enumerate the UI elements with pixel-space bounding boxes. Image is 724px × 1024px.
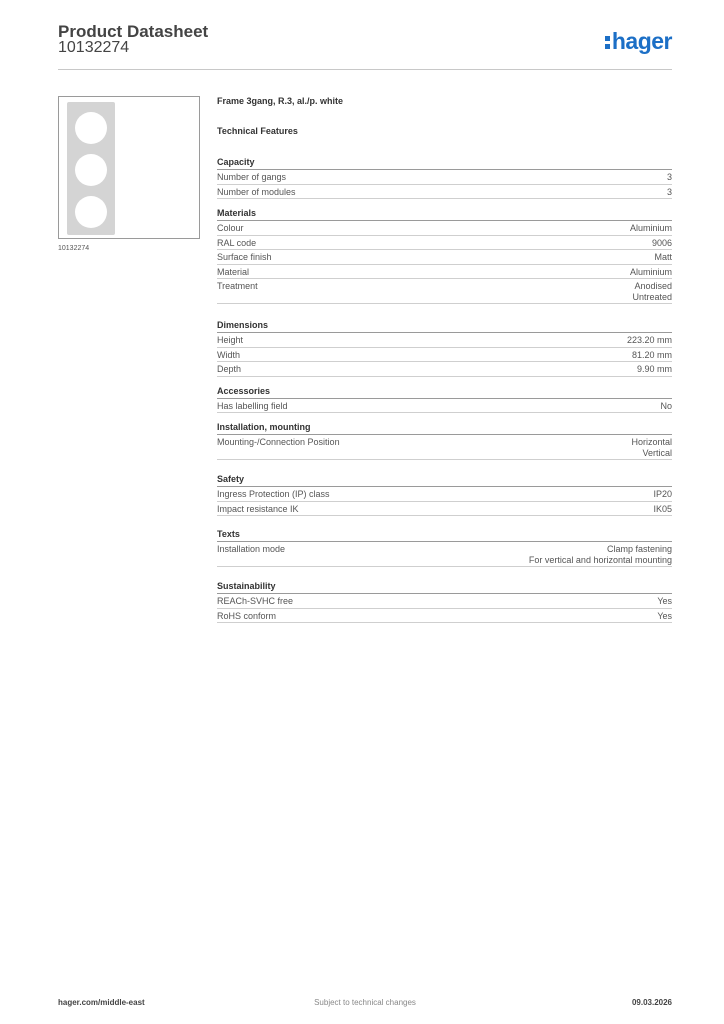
spec-value-line: Clamp fastening [606, 544, 672, 554]
spec-label: Has labelling field [217, 400, 288, 411]
spec-row [217, 594, 672, 609]
spec-label: REACh-SVHC free [217, 596, 294, 606]
spec-value-line: 223.20 mm [626, 335, 672, 345]
product-name: Frame 3gang, R.3, al./p. white [217, 96, 344, 106]
spec-value-line: Yes [657, 596, 672, 606]
spec-row [217, 348, 672, 363]
section-title: Dimensions [217, 319, 672, 333]
spec-value [631, 437, 672, 458]
section-title: Texts [217, 528, 672, 542]
spec-value [657, 596, 672, 607]
page-footer [58, 998, 672, 1010]
spec-label: Mounting-/Connection Position [217, 437, 340, 447]
product-image [58, 96, 200, 239]
spec-section [217, 207, 672, 304]
spec-value [652, 238, 672, 249]
spec-label: Width [217, 349, 241, 360]
spec-value [529, 544, 672, 565]
spec-value [667, 187, 672, 198]
document-title: Product Datasheet [58, 22, 209, 41]
spec-value-line: For vertical and horizontal mounting [528, 554, 672, 565]
spec-value [667, 172, 672, 183]
spec-row [217, 170, 672, 185]
spec-value [627, 335, 672, 346]
spec-row [217, 487, 672, 502]
spec-section [217, 473, 672, 516]
spec-row [217, 333, 672, 348]
spec-value-line: Untreated [632, 291, 672, 302]
spec-label: Material [217, 266, 250, 277]
technical-content [217, 96, 672, 623]
spec-row [217, 542, 672, 567]
spec-value [653, 489, 672, 500]
spec-section [217, 319, 672, 377]
logo-text: hager [611, 28, 672, 54]
spec-label: Depth [217, 364, 242, 374]
spec-value-line: No [660, 400, 672, 411]
spec-row [217, 185, 672, 200]
spec-label: Treatment [217, 281, 258, 291]
spec-label: Surface finish [217, 252, 272, 262]
spec-label: RoHS conform [217, 610, 277, 621]
spec-row [217, 221, 672, 236]
spec-label: Height [217, 335, 244, 345]
section-title: Capacity [217, 156, 672, 170]
spec-row [217, 250, 672, 265]
spec-value [660, 401, 672, 412]
hager-logo [605, 28, 672, 55]
spec-value-line: 81.20 mm [631, 349, 672, 360]
frame-opening-1 [75, 112, 107, 144]
spec-value-line: IP20 [653, 489, 672, 499]
logo-dots-icon [605, 36, 610, 52]
document-number: 10132274 [58, 39, 130, 56]
section-title: Installation, mounting [217, 421, 672, 435]
spec-row [217, 399, 672, 414]
spec-value-line: 9006 [651, 237, 672, 248]
spec-row [217, 279, 672, 304]
technical-features-heading: Technical Features [217, 126, 298, 136]
frame-opening-3 [75, 196, 107, 228]
frame-opening-2 [75, 154, 107, 186]
spec-label: Ingress Protection (IP) class [217, 489, 330, 499]
frame-3gang-illustration [67, 102, 115, 235]
spec-value-line: IK05 [653, 503, 672, 514]
spec-sections [217, 156, 672, 623]
spec-value-line: Vertical [642, 447, 672, 458]
page-header [58, 22, 672, 70]
spec-label: Colour [217, 223, 244, 233]
spec-value-line: 3 [666, 172, 672, 182]
spec-row [217, 236, 672, 251]
section-title: Accessories [217, 385, 672, 399]
footer-website: hager.com/middle-east [58, 998, 145, 1007]
spec-value [654, 252, 672, 263]
spec-label: RAL code [217, 237, 257, 248]
footer-date: 09.03.2026 [631, 998, 672, 1007]
spec-value-line: Anodised [634, 281, 672, 291]
spec-row [217, 265, 672, 280]
spec-value-line: 3 [666, 186, 672, 197]
spec-value [657, 611, 672, 622]
spec-value-line: Horizontal [631, 437, 672, 447]
spec-label: Number of modules [217, 186, 296, 197]
spec-value [637, 364, 672, 375]
spec-row [217, 502, 672, 517]
image-caption: 10132274 [58, 245, 90, 252]
spec-row [217, 435, 672, 460]
spec-label: Impact resistance IK [217, 503, 299, 514]
spec-section [217, 385, 672, 414]
spec-row [217, 362, 672, 377]
section-title: Safety [217, 473, 672, 487]
spec-value-line: Matt [654, 252, 672, 262]
spec-value-line: Aluminium [629, 223, 672, 233]
spec-label: Installation mode [217, 544, 286, 554]
spec-row [217, 609, 672, 624]
spec-value [632, 281, 672, 302]
spec-section [217, 421, 672, 460]
spec-value [630, 223, 672, 234]
footer-notice: Subject to technical changes [314, 998, 416, 1007]
spec-value-line: Yes [657, 610, 672, 621]
section-title: Sustainability [217, 580, 672, 594]
spec-value [630, 267, 672, 278]
spec-section [217, 156, 672, 199]
spec-section [217, 528, 672, 567]
spec-value-line: 9.90 mm [636, 364, 672, 374]
spec-value [632, 350, 672, 361]
spec-section [217, 580, 672, 623]
spec-value [653, 504, 672, 515]
spec-label: Number of gangs [217, 172, 287, 182]
section-title: Materials [217, 207, 672, 221]
spec-value-line: Aluminium [629, 266, 672, 277]
